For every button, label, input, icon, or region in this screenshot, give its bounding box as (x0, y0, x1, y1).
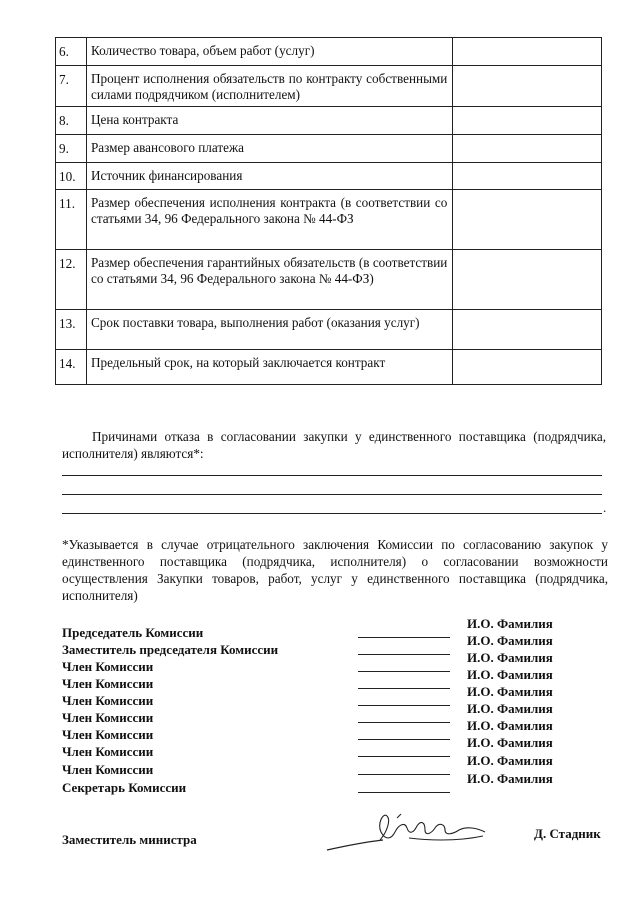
row-number: 13. (56, 310, 87, 350)
signature-line (358, 792, 450, 793)
row-label: Предельный срок, на который заключается контракт (86, 350, 452, 385)
signatory-name: И.О. Фамилия (467, 616, 553, 631)
row-value-cell (453, 135, 602, 163)
signatory-role: Член Комиссии (62, 744, 154, 759)
trailing-dot: . (603, 500, 607, 515)
row-label: Источник финансирования (86, 163, 452, 190)
row-label: Процент исполнения обязательств по контракту собственными силами подрядчиком (исполнителем) (86, 66, 452, 107)
signature-line (358, 654, 450, 655)
signatory-row (62, 771, 622, 797)
row-value-cell (453, 38, 602, 66)
signatory-role: Секретарь Комиссии (62, 780, 187, 795)
row-number: 8. (56, 107, 87, 135)
row-value-cell (453, 107, 602, 135)
signatory-role: Председатель Комиссии (62, 625, 204, 640)
footnote: *Указывается в случае отрицательного заключения Комиссии по согласованию закупок у единственного поставщика (подрядчика, исполнителя) о согласовании возможности осуществления Закупки товаров, работ, услуг у единственного поставщика (подрядчика, исполнителя) (62, 537, 608, 603)
row-label: Размер обеспечения гарантийных обязательств (в соответствии со статьями 34, 96 Федерального закона № 44-ФЗ) (86, 250, 452, 310)
table-row (56, 350, 602, 385)
table-row (56, 310, 602, 350)
table-row (56, 135, 602, 163)
signatory-name: И.О. Фамилия (467, 633, 553, 648)
procurement-details-table (55, 37, 602, 385)
table-row (56, 190, 602, 250)
refusal-reasons-text: Причинами отказа в согласовании закупки у единственного поставщика (подрядчика, исполнителя) являются*: (62, 429, 606, 461)
signatory-role: Член Комиссии (62, 676, 154, 691)
signatory-name: И.О. Фамилия (467, 718, 553, 733)
handwritten-signature-icon (325, 810, 490, 860)
row-number: 12. (56, 250, 87, 310)
table-row (56, 250, 602, 310)
row-number: 10. (56, 163, 87, 190)
signatory-name: И.О. Фамилия (467, 735, 553, 750)
table-row (56, 66, 602, 107)
deputy-minister-name: Д. Стадник (534, 826, 601, 841)
row-value-cell (453, 250, 602, 310)
row-label: Размер обеспечения исполнения контракта (в соответствии со статьями 34, 96 Федерального закона № 44-ФЗ (86, 190, 452, 250)
signatory-role: Член Комиссии (62, 727, 154, 742)
table-row (56, 163, 602, 190)
row-number: 6. (56, 38, 87, 66)
signatory-role: Заместитель председателя Комиссии (62, 642, 279, 657)
signature-line (358, 756, 450, 757)
signature-line (358, 774, 450, 775)
row-label: Размер авансового платежа (86, 135, 452, 163)
row-label: Цена контракта (86, 107, 452, 135)
table-row (56, 38, 602, 66)
signature-line (358, 671, 450, 672)
signatory-name: И.О. Фамилия (467, 667, 553, 682)
row-number: 7. (56, 66, 87, 107)
signature-line (358, 739, 450, 740)
signatory-role: Член Комиссии (62, 710, 154, 725)
row-value-cell (453, 190, 602, 250)
row-number: 14. (56, 350, 87, 385)
signature-line (358, 637, 450, 638)
table-row (56, 107, 602, 135)
row-value-cell (453, 350, 602, 385)
refusal-reasons-paragraph (62, 428, 606, 462)
row-number: 11. (56, 190, 87, 250)
row-number: 9. (56, 135, 87, 163)
reason-line (62, 475, 602, 476)
row-value-cell (453, 310, 602, 350)
signatory-name: И.О. Фамилия (467, 753, 553, 768)
reason-line (62, 494, 602, 495)
signature-line (358, 722, 450, 723)
signatory-name: И.О. Фамилия (467, 771, 553, 786)
reason-line (62, 513, 602, 514)
deputy-minister-role: Заместитель министра (62, 832, 197, 847)
signature-line (358, 705, 450, 706)
row-label: Количество товара, объем работ (услуг) (86, 38, 452, 66)
signatory-role: Член Комиссии (62, 762, 154, 777)
row-value-cell (453, 163, 602, 190)
signatory-role: Член Комиссии (62, 659, 154, 674)
row-label: Срок поставки товара, выполнения работ (оказания услуг) (86, 310, 452, 350)
signatory-name: И.О. Фамилия (467, 684, 553, 699)
signature-line (358, 688, 450, 689)
signatory-name: И.О. Фамилия (467, 650, 553, 665)
signatory-name: И.О. Фамилия (467, 701, 553, 716)
signatory-role: Член Комиссии (62, 693, 154, 708)
row-value-cell (453, 66, 602, 107)
